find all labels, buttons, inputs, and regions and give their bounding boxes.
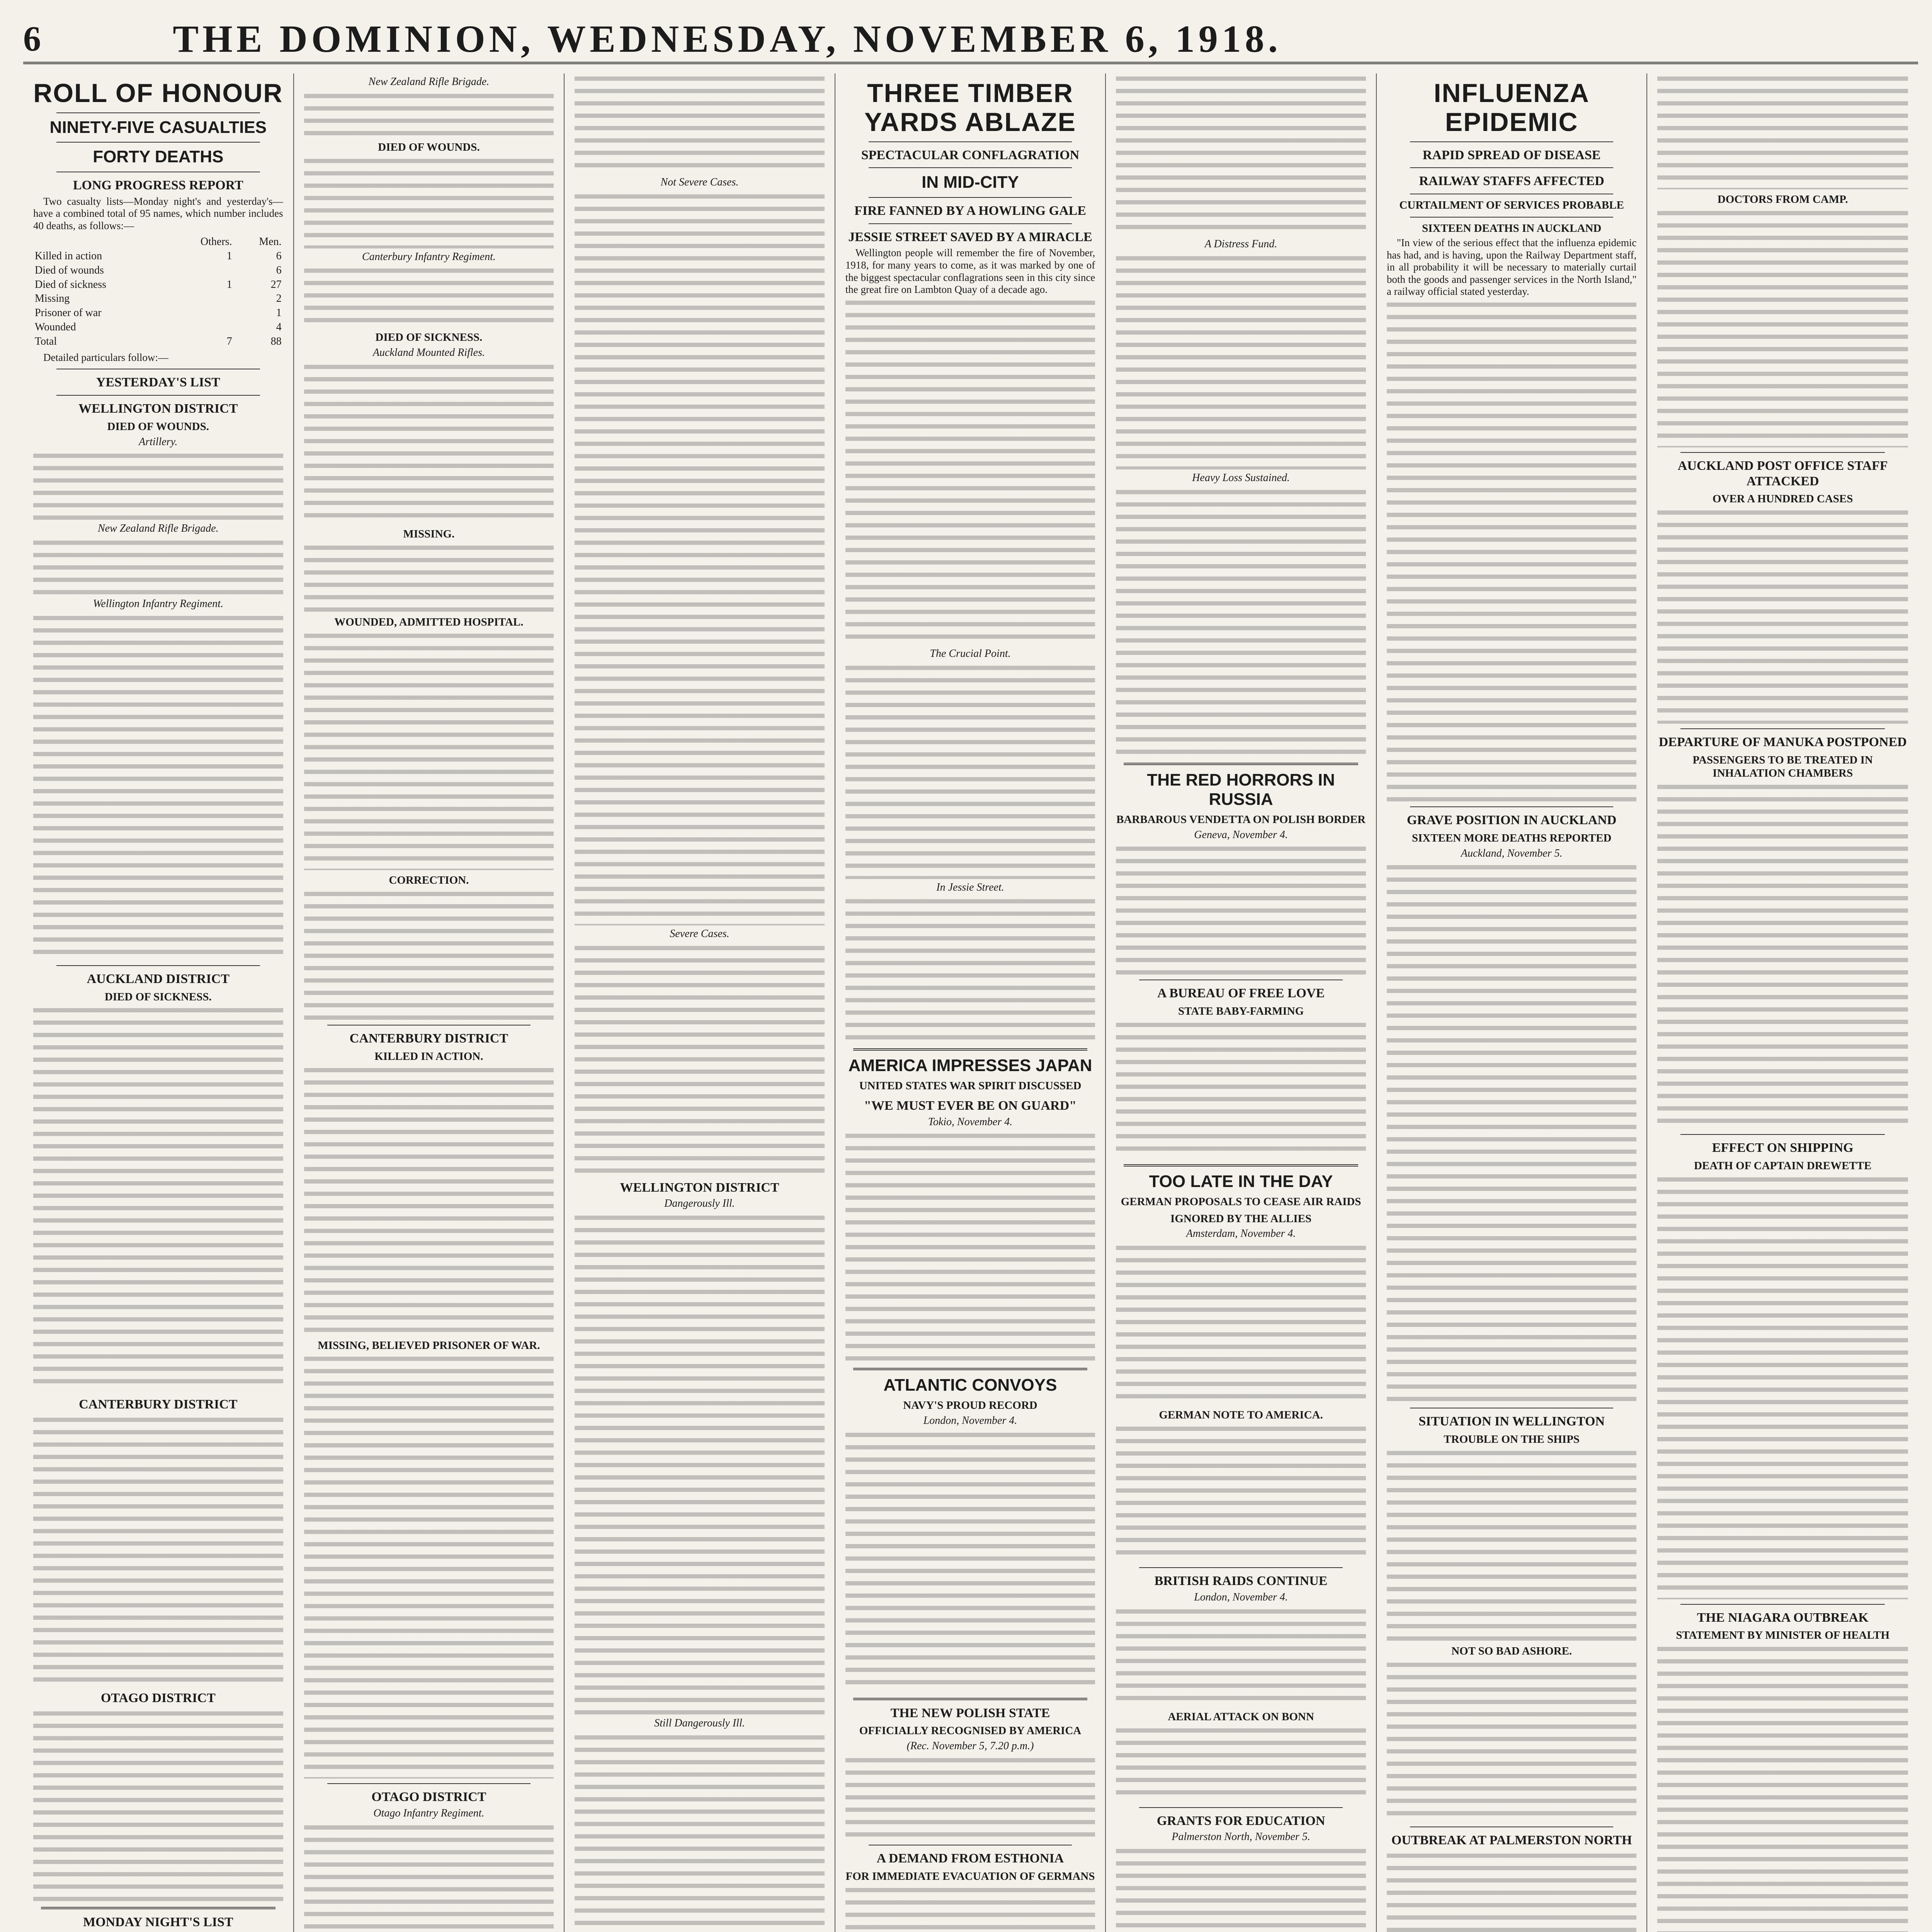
divider — [1139, 1807, 1343, 1808]
deaths-subhead: FORTY DEATHS — [93, 147, 224, 167]
status-heading: Severe Cases. — [670, 927, 730, 940]
category-heading: DIED OF SICKNESS. — [104, 990, 212, 1003]
tally-row — [33, 320, 283, 335]
tally-row — [33, 249, 283, 264]
jessie-street-subhead: JESSIE STREET SAVED BY A MIRACLE — [848, 230, 1092, 244]
red-horrors-subhead: BARBAROUS VENDETTA ON POLISH BORDER — [1116, 813, 1366, 826]
dateline: Geneva, November 4. — [1194, 828, 1288, 841]
fire-story-lead: Wellington people will remember the fire of November, 1918, for many years to come, as it was marked by one of the biggest spectacular conflagrations seen in this city since the great fire on Lambton Quay of a decade ago. — [845, 247, 1095, 296]
tally-others — [184, 320, 234, 335]
unit-heading: New Zealand Rifle Brigade. — [97, 522, 219, 535]
america-japan-subhead: UNITED STATES WAR SPIRIT DISCUSSED — [859, 1079, 1082, 1092]
category-heading: WOUNDED, ADMITTED HOSPITAL. — [334, 616, 524, 629]
tally-note: Detailed particulars follow:— — [43, 352, 168, 364]
name-list — [575, 1213, 825, 1715]
tally-row — [33, 278, 283, 292]
story-crosshead: In Jessie Street. — [936, 881, 1004, 893]
unit-heading: New Zealand Rifle Brigade. — [368, 76, 490, 88]
name-list — [304, 889, 554, 1020]
name-list — [575, 73, 825, 174]
tally-others: 1 — [226, 278, 232, 291]
palmerston-outbreak-headline: OUTBREAK AT PALMERSTON NORTH — [1391, 1833, 1632, 1847]
name-list — [575, 1732, 825, 1932]
name-list — [304, 265, 554, 327]
divider — [1124, 763, 1358, 765]
ignored-subhead: IGNORED BY THE ALLIES — [1170, 1212, 1312, 1225]
article-text — [1657, 1644, 1908, 1932]
rapid-spread-subhead: RAPID SPREAD OF DISEASE — [1422, 148, 1601, 162]
divider — [1410, 141, 1614, 142]
timber-yards-headline: THREE TIMBER YARDS ABLAZE — [864, 78, 1076, 137]
category-heading: DIED OF WOUNDS. — [378, 141, 480, 153]
divider — [56, 965, 260, 966]
tally-label: Killed in action — [35, 250, 102, 262]
tally-header-others: Others. — [200, 236, 232, 248]
status-heading: Still Dangerously Ill. — [654, 1717, 745, 1730]
divider — [1410, 217, 1614, 218]
column-5 — [1106, 73, 1377, 1932]
roll-intro: Two casualty lists—Monday night's and yesterday's—have a combined total of 95 names, which number includes 40 deaths, as follows:— — [33, 195, 283, 231]
article-text — [1116, 253, 1366, 469]
name-list — [575, 191, 825, 925]
tally-header-label — [33, 235, 184, 249]
name-list — [304, 156, 554, 248]
name-list — [33, 1708, 283, 1901]
name-list — [33, 1005, 283, 1391]
divider — [1680, 1134, 1885, 1135]
story-crosshead: GERMAN NOTE TO AMERICA. — [1159, 1409, 1323, 1422]
divider — [853, 1698, 1088, 1700]
tally-label: Missing — [35, 293, 70, 305]
divider — [56, 112, 260, 113]
story-crosshead: Heavy Loss Sustained. — [1192, 471, 1290, 484]
roll-of-honour-headline: ROLL OF HONOUR — [33, 78, 283, 108]
name-list — [33, 613, 283, 961]
polish-state-headline: THE NEW POLISH STATE — [890, 1706, 1050, 1720]
minister-statement-subhead: STATEMENT BY MINISTER OF HEALTH — [1676, 1629, 1890, 1642]
name-list — [304, 1065, 554, 1335]
casualty-tally-table — [33, 235, 283, 349]
article-text — [1116, 1606, 1366, 1707]
district-heading: OTAGO DISTRICT — [100, 1691, 216, 1706]
masthead — [23, 15, 1918, 64]
column-4 — [835, 73, 1106, 1932]
column-7 — [1647, 73, 1918, 1932]
conflagration-subhead: SPECTACULAR CONFLAGRATION — [861, 148, 1080, 162]
tally-header-men: Men. — [259, 236, 282, 248]
manuka-headline: DEPARTURE OF MANUKA POSTPONED — [1658, 735, 1907, 750]
tally-others: 7 — [226, 335, 232, 347]
article-text — [845, 1885, 1095, 1932]
column-2 — [294, 73, 565, 1932]
tally-row — [33, 264, 283, 278]
unit-heading: Artillery. — [139, 435, 178, 448]
section-heading: YESTERDAY'S LIST — [96, 375, 220, 390]
tally-men: 6 — [276, 264, 282, 276]
divider — [56, 142, 260, 143]
free-love-headline: A BUREAU OF FREE LOVE — [1157, 986, 1325, 1001]
sixteen-deaths-subhead: SIXTEEN DEATHS IN AUCKLAND — [1422, 222, 1602, 235]
name-list — [33, 1415, 283, 1685]
hundred-cases-subhead: OVER A HUNDRED CASES — [1713, 493, 1853, 505]
name-list — [304, 543, 554, 612]
wellington-situation-headline: SITUATION IN WELLINGTON — [1418, 1414, 1605, 1429]
influenza-lead: "In view of the serious effect that the influenza epidemic has had, and is having, upon the Railway Department staff, in all probability it will be necessary to materially curtail both the goods and passenger services in the North Island," a railway official stated yesterday. — [1386, 236, 1637, 298]
divider — [869, 197, 1072, 198]
district-heading: OTAGO DISTRICT — [371, 1790, 486, 1804]
category-heading: KILLED IN ACTION. — [374, 1050, 483, 1063]
divider — [56, 395, 260, 396]
tally-label: Total — [35, 335, 57, 347]
tally-row — [33, 306, 283, 320]
dateline: (Rec. November 5, 7.20 p.m.) — [906, 1740, 1034, 1752]
name-list — [304, 362, 554, 524]
dateline: Tokio, November 4. — [928, 1116, 1013, 1128]
railway-staffs-subhead: RAILWAY STAFFS AFFECTED — [1419, 174, 1604, 189]
page-number: 6 — [23, 19, 41, 58]
tally-row — [33, 292, 283, 306]
tally-men: 4 — [276, 321, 282, 333]
article-text — [1387, 862, 1637, 1403]
too-late-headline: TOO LATE IN THE DAY — [1149, 1172, 1333, 1191]
bonn-headline: AERIAL ATTACK ON BONN — [1168, 1710, 1314, 1723]
tally-men: 6 — [276, 250, 282, 262]
article-text — [845, 1755, 1095, 1840]
article-text — [845, 298, 1095, 645]
category-heading: DIED OF SICKNESS. — [375, 331, 483, 344]
district-heading: CANTERBURY DISTRICT — [79, 1397, 238, 1412]
mid-city-subhead: IN MID-CITY — [922, 173, 1019, 192]
navy-record-subhead: NAVY'S PROUD RECORD — [903, 1399, 1037, 1412]
divider — [327, 1783, 531, 1784]
divider — [1680, 1604, 1885, 1605]
air-raids-subhead: GERMAN PROPOSALS TO CEASE AIR RAIDS — [1121, 1195, 1361, 1208]
article-text — [845, 1430, 1095, 1692]
category-heading: DIED OF WOUNDS. — [107, 420, 209, 433]
article-text — [1116, 1243, 1366, 1405]
divider — [869, 223, 1072, 224]
district-heading: WELLINGTON DISTRICT — [620, 1180, 779, 1195]
article-text — [1387, 299, 1637, 802]
article-text — [1387, 1660, 1637, 1822]
newspaper-title: THE DOMINION, WEDNESDAY, NOVEMBER 6, 1918. — [173, 17, 1282, 60]
tally-others — [184, 292, 234, 306]
dateline: Amsterdam, November 4. — [1186, 1228, 1296, 1240]
tally-label: Wounded — [35, 321, 76, 333]
progress-report-subhead: LONG PROGRESS REPORT — [73, 178, 243, 192]
article-text — [1116, 844, 1366, 975]
divider — [1410, 806, 1614, 807]
article-text — [845, 896, 1095, 1043]
post-office-headline: AUCKLAND POST OFFICE STAFF ATTACKED — [1677, 458, 1888, 488]
divider — [1139, 1567, 1343, 1568]
tally-others: 1 — [226, 250, 232, 262]
tally-label: Prisoner of war — [35, 307, 102, 319]
column-3 — [565, 73, 835, 1932]
red-horrors-headline: THE RED HORRORS IN RUSSIA — [1147, 770, 1335, 809]
polish-state-subhead: OFFICIALLY RECOGNISED BY AMERICA — [859, 1725, 1082, 1737]
article-text — [1116, 487, 1366, 757]
article-text — [1387, 1448, 1637, 1641]
category-heading: MISSING, BELIEVED PRISONER OF WAR. — [318, 1339, 540, 1352]
divider — [327, 1025, 531, 1026]
name-list — [304, 1822, 554, 1932]
divider — [869, 167, 1072, 168]
ships-trouble-subhead: TROUBLE ON THE SHIPS — [1444, 1433, 1580, 1446]
tally-men: 1 — [276, 307, 282, 319]
influenza-headline: INFLUENZA EPIDEMIC — [1434, 78, 1590, 137]
name-list — [33, 537, 283, 595]
free-love-subhead: STATE BABY-FARMING — [1178, 1005, 1304, 1018]
esthonia-headline: A DEMAND FROM ESTHONIA — [876, 1851, 1064, 1866]
story-crosshead: The Crucial Point. — [930, 647, 1011, 660]
district-heading: WELLINGTON DISTRICT — [78, 401, 238, 416]
dateline: London, November 4. — [1194, 1591, 1288, 1603]
unit-heading: Auckland Mounted Rifles. — [372, 347, 485, 359]
tally-men: 27 — [270, 278, 282, 291]
unit-heading: Otago Infantry Regiment. — [373, 1807, 485, 1820]
divider — [869, 141, 1072, 142]
article-text — [1116, 1423, 1366, 1563]
name-list — [304, 91, 554, 137]
divider — [1124, 1164, 1358, 1167]
article-text — [1116, 73, 1366, 236]
tally-total-row — [33, 335, 283, 349]
more-deaths-subhead: SIXTEEN MORE DEATHS REPORTED — [1412, 832, 1612, 844]
niagara-headline: THE NIAGARA OUTBREAK — [1697, 1610, 1869, 1625]
article-text — [1657, 208, 1908, 447]
tally-men: 2 — [276, 293, 282, 305]
story-crosshead: DOCTORS FROM CAMP. — [1717, 193, 1848, 206]
inhalation-subhead: PASSENGERS TO BE TREATED IN INHALATION CHAMBERS — [1692, 754, 1873, 780]
captain-drewette-subhead: DEATH OF CAPTAIN DREWETTE — [1694, 1159, 1872, 1172]
name-list — [575, 943, 825, 1175]
divider — [1410, 167, 1614, 168]
tally-men: 88 — [270, 335, 282, 347]
curtailment-subhead: CURTAILMENT OF SERVICES PROBABLE — [1399, 199, 1624, 212]
divider — [853, 1048, 1088, 1051]
category-heading: CORRECTION. — [389, 874, 469, 886]
article-text — [1116, 1725, 1366, 1803]
grave-position-headline: GRAVE POSITION IN AUCKLAND — [1406, 813, 1617, 827]
divider — [853, 1368, 1088, 1370]
newspaper-columns — [23, 73, 1918, 1932]
america-japan-headline: AMERICA IMPRESSES JAPAN — [848, 1056, 1092, 1075]
article-text — [845, 663, 1095, 879]
divider — [1680, 728, 1885, 729]
unit-heading: Wellington Infantry Regiment. — [93, 598, 223, 610]
column-6 — [1377, 73, 1648, 1932]
on-guard-subhead: "WE MUST EVER BE ON GUARD" — [864, 1098, 1077, 1113]
atlantic-convoys-headline: ATLANTIC CONVOYS — [883, 1376, 1057, 1395]
tally-header-row — [33, 235, 283, 249]
article-text — [1657, 73, 1908, 189]
article-text — [1657, 782, 1908, 1129]
tally-label: Died of wounds — [35, 264, 104, 276]
category-heading: MISSING. — [403, 528, 455, 541]
unit-heading: Canterbury Infantry Regiment. — [362, 250, 496, 263]
shipping-headline: EFFECT ON SHIPPING — [1712, 1140, 1854, 1155]
dateline: London, November 4. — [923, 1414, 1017, 1427]
story-crosshead: NOT SO BAD ASHORE. — [1451, 1645, 1572, 1657]
name-list — [304, 631, 554, 870]
article-text — [845, 1131, 1095, 1362]
british-raids-headline: BRITISH RAIDS CONTINUE — [1154, 1574, 1328, 1588]
district-heading: CANTERBURY DISTRICT — [349, 1031, 509, 1046]
education-grants-headline: GRANTS FOR EDUCATION — [1156, 1813, 1325, 1828]
status-heading: Not Severe Cases. — [660, 176, 739, 188]
status-heading: Dangerously Ill. — [664, 1197, 735, 1210]
casualties-subhead: NINETY-FIVE CASUALTIES — [49, 117, 267, 137]
tally-label: Died of sickness — [35, 278, 107, 291]
article-text — [1387, 1850, 1637, 1932]
dateline: Palmerston North, November 5. — [1172, 1831, 1310, 1843]
divider — [41, 1907, 276, 1909]
article-text — [1116, 1020, 1366, 1159]
article-text — [1657, 1174, 1908, 1599]
gale-subhead: FIRE FANNED BY A HOWLING GALE — [854, 203, 1086, 218]
article-text — [1657, 507, 1908, 724]
esthonia-subhead: FOR IMMEDIATE EVACUATION OF GERMANS — [845, 1870, 1095, 1883]
dateline: Auckland, November 5. — [1461, 847, 1563, 859]
story-crosshead: A Distress Fund. — [1204, 238, 1277, 250]
district-heading: AUCKLAND DISTRICT — [87, 971, 230, 986]
column-1 — [23, 73, 294, 1932]
name-list — [304, 1354, 554, 1779]
name-list — [33, 451, 283, 520]
tally-others — [184, 306, 234, 320]
section-heading: MONDAY NIGHT'S LIST — [83, 1915, 233, 1929]
divider — [1680, 452, 1885, 453]
tally-others — [184, 264, 234, 278]
article-text — [1116, 1846, 1366, 1932]
